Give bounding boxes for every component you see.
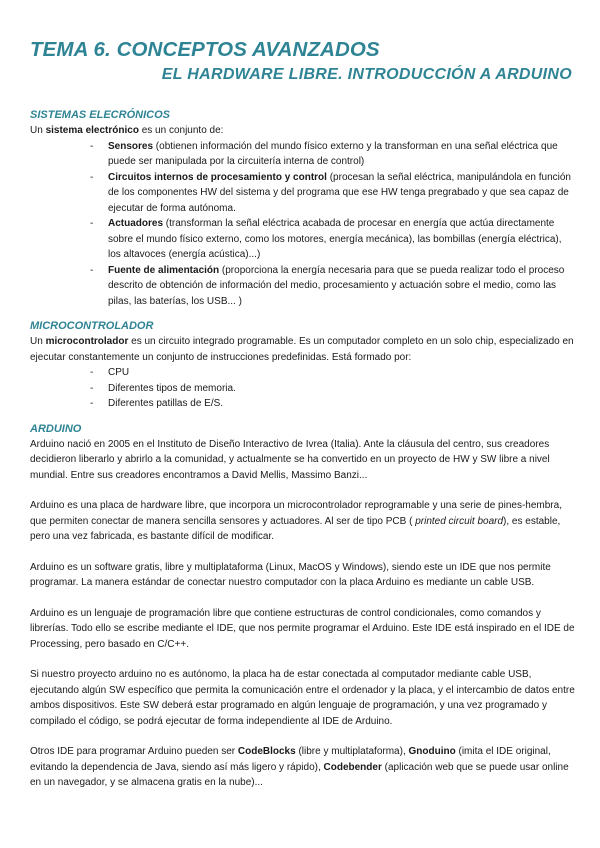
arduino-paragraph-1: Arduino nació en 2005 en el Instituto de Diseño Interactivo de Ivrea (Italia). Ante la cláusula del centro, sus creadores decidieron liberarlo y abrirlo a la comunidad, y actualmente se ha convertido en un proyecto de HW y SW libre a nivel mundial. Entre sus creadores encontramos a David Mellis, Massimo Banzi... <box>30 438 550 481</box>
document-subtitle: EL HARDWARE LIBRE. INTRODUCCIÓN A ARDUINO <box>161 66 572 83</box>
arduino-paragraph-2: Arduino es una placa de hardware libre, que incorpora un microcontrolador reprogramable y una serie de pines-hembra, que permiten conectar de manera sencilla sensores y actuadores. Al ser de tipo PCB ( printed circuit board), es estable, pero una vez fabricada, es bastante difícil de modificar. <box>30 500 562 542</box>
sistemas-list <box>30 139 575 310</box>
document-body <box>30 108 575 791</box>
section-heading-microcontrolador: MICROCONTROLADOR <box>30 320 154 332</box>
sistemas-intro: Un sistema electrónico es un conjunto de: <box>30 125 224 136</box>
micro-intro: Un microcontrolador es un circuito integrado programable. Es un computador completo en un solo chip, especializado en ejecutar constantemente un conjunto de instrucciones predefinidas. Está formado por: <box>30 336 574 363</box>
list-item: - Actuadores (transforman la señal eléctrica acabada de procesar en energía que actúa directamente sobre el mundo físico externo, como los motores, energía mecánica), las bombillas (energía eléctrica), los altavoces (energía acústica)...) <box>90 218 562 260</box>
list-item: - Diferentes tipos de memoria. <box>90 382 236 394</box>
document-title: TEMA 6. CONCEPTOS AVANZADOS <box>30 38 380 61</box>
micro-list <box>30 365 575 412</box>
arduino-paragraph-6: Otros IDE para programar Arduino pueden ser CodeBlocks (libre y multiplataforma), Gnoduino (imita el IDE original, evitando la dependencia de Java, siendo así más ligero y rápido), Codebender (aplicación web que se puede usar online en un navegador, y se almacena gratis en la nube)... <box>30 746 569 788</box>
arduino-paragraph-3: Arduino es un software gratis, libre y multiplataforma (Linux, MacOS y Windows), siendo este un IDE que nos permite programar. La manera estándar de conectar nuestro computador con la placa Arduino es mediante un cable USB. <box>30 561 551 588</box>
arduino-paragraph-5: Si nuestro proyecto arduino no es autónomo, la placa ha de estar conectada al computador mediante cable USB, ejecutando algún SW específico que permita la comunicación entre el ordenador y la placa, y el intercambio de datos entre ambos dispositivos. Este SW deberá estar programado en algún lenguaje de programación, y una vez programado y compilado el código, se podrá ejecutar de forma independiente al IDE de Arduino. <box>30 669 575 727</box>
list-item: - Fuente de alimentación (proporciona la energía necesaria para que se pueda realizar todo el proceso descrito de obtención de información del medio, procesamiento y actuación sobre el medio, como las pilas, las baterías, los USB... ) <box>90 264 565 307</box>
list-item: - Diferentes patillas de E/S. <box>90 398 224 409</box>
arduino-paragraph-4: Arduino es un lenguaje de programación libre que contiene estructuras de control condicionales, como comandos y librerías. Todo ello se escribe mediante el IDE, que nos permite programar el Arduino. Este IDE está inspirado en el IDE de Processing, pero basado en C/C++. <box>30 607 575 650</box>
section-heading-arduino: ARDUINO <box>30 422 82 435</box>
list-item: - Circuitos internos de procesamiento y control (procesan la señal eléctrica, manipulándola en función de los componentes HW del sistema y del programa que ese HW tenga pregrabado y que sea capaz de ejecutar de forma autónoma. <box>90 171 571 214</box>
list-item: - CPU <box>90 367 130 378</box>
list-item: - Sensores (obtienen información del mundo físico externo y la transforman en una señal eléctrica que puede ser manipulada por la circuitería interna de control) <box>90 140 558 167</box>
section-heading-sistemas: SISTEMAS ELECRÓNICOS <box>30 109 170 121</box>
